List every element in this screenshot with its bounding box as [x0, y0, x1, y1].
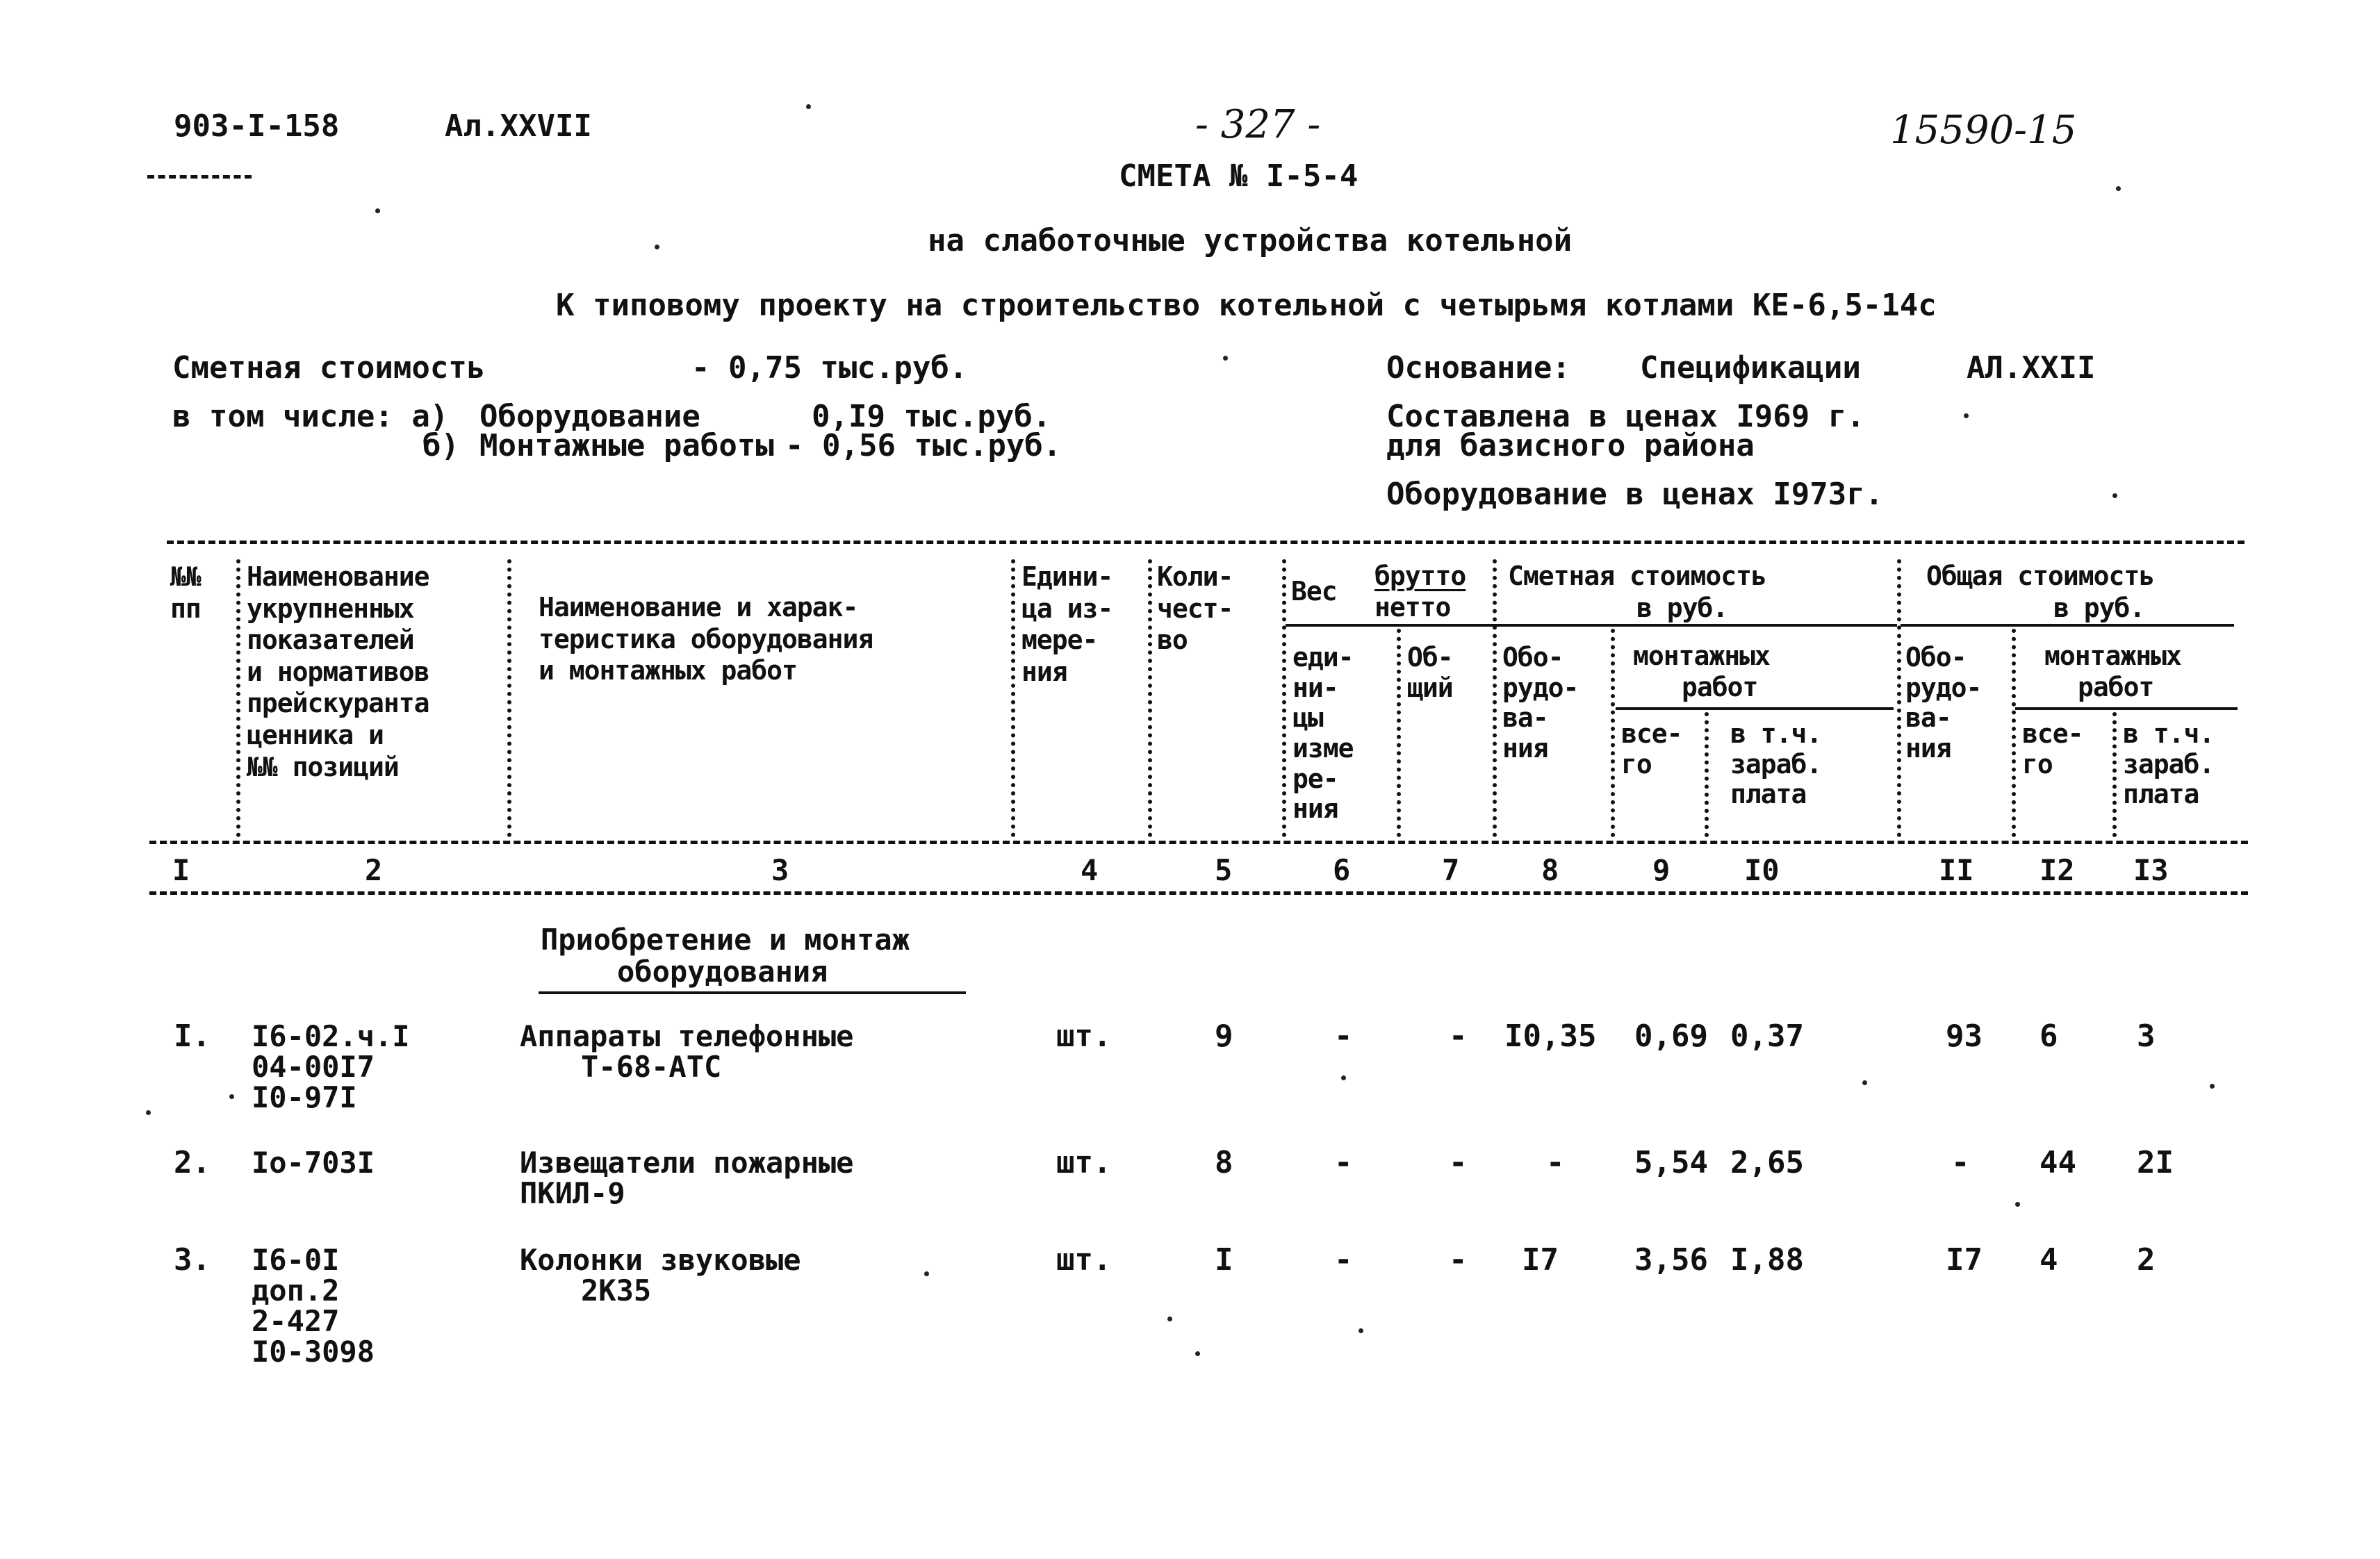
colnum-1: I [172, 853, 190, 887]
hdr-total-cost-unit: в руб. [2053, 593, 2145, 623]
scan-speck [2015, 1202, 2020, 1207]
project-code: 903-I-158 [174, 108, 340, 144]
col-sep-5 [1282, 559, 1286, 837]
section-underline [539, 991, 966, 994]
row-unit: шт. [1056, 1018, 1112, 1054]
hdr-col-2: Наименование укрупненных показателей и нормативов прейскуранта ценника и №№ позиций [247, 561, 429, 782]
colnum-5: 5 [1215, 853, 1233, 887]
scan-speck [375, 208, 380, 213]
row-total-wage: 2 [2137, 1242, 2156, 1278]
scan-speck [1964, 413, 1969, 418]
top-left-dash [147, 175, 252, 179]
row-qty: I [1215, 1242, 1233, 1278]
hdr-col-7: Об- щий [1407, 642, 1453, 703]
colnum-13: I3 [2133, 853, 2169, 887]
basis-ref: АЛ.XXII [1967, 350, 2096, 386]
col-sep-11 [2012, 629, 2016, 837]
colnum-12: I2 [2040, 853, 2075, 887]
header-bottom-rule [149, 841, 2248, 844]
row-weight-unit: - [1334, 1145, 1353, 1180]
scan-speck [1341, 1075, 1346, 1080]
scan-speck [806, 104, 811, 109]
weight-underline [1286, 624, 1494, 627]
row-mount-total: 0,69 [1634, 1018, 1708, 1054]
hdr-mount-b: монтажных [2044, 641, 2181, 671]
row-total-mount: 44 [2040, 1145, 2076, 1180]
row-number: 2. [174, 1145, 211, 1180]
row-qty: 9 [1215, 1018, 1233, 1054]
hdr-col-1: №№ пп [170, 561, 201, 624]
scan-speck [2210, 1084, 2215, 1089]
mount-b-underline [2015, 707, 2238, 710]
row-number: I. [174, 1018, 211, 1054]
section-title-line-1: Приобретение и монтаж [541, 923, 910, 957]
equip-value: 0,I9 тыс.руб. [812, 399, 1051, 434]
scan-speck [1862, 1080, 1867, 1085]
est-cost-underline [1494, 624, 1897, 627]
row-mount-total: 3,56 [1634, 1242, 1708, 1278]
scan-speck [1167, 1317, 1172, 1321]
col-sep-8 [1611, 629, 1615, 837]
row-unit: шт. [1056, 1242, 1112, 1278]
col-sep-3 [1011, 559, 1015, 837]
scan-speck [2112, 493, 2117, 498]
colnum-10: I0 [1744, 853, 1780, 887]
work-label: Монтажные работы [479, 428, 774, 463]
hdr-col-9: все- го [1621, 718, 1682, 780]
colnum-bottom-rule [149, 891, 2248, 895]
row-name: Аппараты телефонные Т-68-АТС [520, 1019, 854, 1084]
album-ref: Ал.XXVII [445, 108, 592, 144]
hdr-col-8: Обо- рудо- ва- ния [1502, 642, 1579, 764]
hdr-col-5: Коли- чест- во [1157, 561, 1233, 656]
prices-line-3: Оборудование в ценах I973г. [1386, 477, 1884, 512]
scan-speck [1195, 1351, 1200, 1356]
estimate-title: СМЕТА № I-5-4 [1119, 158, 1359, 194]
hdr-weight-gross: брутто [1374, 561, 1466, 591]
row-total-equipment: 93 [1946, 1018, 1983, 1054]
row-weight-unit: - [1334, 1242, 1353, 1278]
row-total-mount: 6 [2040, 1018, 2058, 1054]
hdr-est-cost: Сметная стоимость [1508, 561, 1766, 591]
row-mount-wage: 0,37 [1730, 1018, 1804, 1054]
col-sep-6 [1397, 629, 1401, 837]
page-number: - 327 - [1195, 102, 1321, 147]
hdr-col-13: в т.ч. зараб. плата [2123, 718, 2215, 810]
archive-number: 15590-15 [1890, 108, 2077, 153]
colnum-9: 9 [1652, 853, 1671, 887]
colnum-11: II [1939, 853, 1974, 887]
hdr-mount-b-2: работ [2078, 672, 2154, 702]
estimate-subtitle: на слаботочные устройства котельной [928, 223, 1573, 258]
row-code: I6-02.ч.I 04-00I7 I0-97I [252, 1019, 410, 1115]
section-title-line-2: оборудования [617, 955, 828, 989]
row-name: Колонки звуковые 2К35 [520, 1243, 801, 1308]
row-name: Извещатели пожарные ПКИЛ-9 [520, 1146, 854, 1211]
col-sep-4 [1148, 559, 1152, 837]
row-weight-total: - [1449, 1242, 1468, 1278]
row-weight-total: - [1449, 1145, 1468, 1180]
colnum-3: 3 [771, 853, 789, 887]
work-prefix: б) [422, 428, 459, 463]
cost-label: Сметная стоимость [172, 350, 486, 386]
table-top-rule [167, 541, 2244, 544]
incl-label: в том числе: а) [172, 399, 449, 434]
equip-label: Оборудование [479, 399, 700, 434]
hdr-col-6: еди- ни- цы изме ре- ния [1292, 642, 1354, 825]
basis-label: Основание: [1386, 350, 1570, 386]
hdr-mount-2: работ [1682, 672, 1758, 702]
colnum-8: 8 [1541, 853, 1559, 887]
scan-speck [1223, 356, 1228, 361]
hdr-col-3: Наименование и харак- теристика оборудования и монтажных работ [539, 592, 873, 686]
scan-speck [655, 245, 659, 249]
col-sep-10 [1897, 559, 1901, 837]
row-qty: 8 [1215, 1145, 1233, 1180]
row-total-equipment: - [1951, 1145, 1970, 1180]
row-code: Io-703I [252, 1146, 375, 1180]
scan-speck [229, 1094, 234, 1099]
hdr-col-10: в т.ч. зараб. плата [1730, 718, 1822, 810]
hdr-total-cost: Общая стоимость [1926, 561, 2155, 591]
row-code: I6-0I доп.2 2-427 I0-3098 [252, 1243, 375, 1369]
row-weight-unit: - [1334, 1018, 1353, 1054]
row-mount-total: 5,54 [1634, 1145, 1708, 1180]
row-total-equipment: I7 [1946, 1242, 1983, 1278]
scan-speck [146, 1110, 151, 1115]
total-cost-underline [1901, 624, 2234, 627]
colnum-7: 7 [1442, 853, 1460, 887]
row-unit: шт. [1056, 1145, 1112, 1180]
row-equipment-cost: I7 [1522, 1242, 1559, 1278]
mount-underline [1616, 707, 1894, 710]
row-weight-total: - [1449, 1018, 1468, 1054]
basis-value: Спецификации [1640, 350, 1861, 386]
scan-speck [1359, 1328, 1363, 1333]
row-equipment-cost: I0,35 [1504, 1018, 1597, 1054]
hdr-mount: монтажных [1633, 641, 1770, 671]
hdr-weight-net: нетто [1374, 592, 1451, 622]
work-value: - 0,56 тыс.руб. [785, 428, 1062, 463]
scan-speck [924, 1271, 929, 1276]
row-total-wage: 2I [2137, 1145, 2174, 1180]
col-sep-2 [507, 559, 511, 837]
colnum-2: 2 [365, 853, 383, 887]
colnum-6: 6 [1333, 853, 1351, 887]
hdr-col-4: Едини- ца из- мере- ния [1021, 561, 1113, 687]
colnum-4: 4 [1081, 853, 1099, 887]
hdr-col-11: Обо- рудо- ва- ния [1905, 642, 1982, 764]
cost-value: - 0,75 тыс.руб. [691, 350, 968, 386]
col-sep-12 [2112, 712, 2117, 837]
row-mount-wage: I,88 [1730, 1242, 1804, 1278]
row-total-wage: 3 [2137, 1018, 2156, 1054]
col-sep-7 [1493, 559, 1497, 837]
row-number: 3. [174, 1242, 211, 1278]
project-line: К типовому проекту на строительство котельной с четырьмя котлами КЕ-6,5-14с [556, 288, 1937, 323]
prices-line-1: Составлена в ценах I969 г. [1386, 399, 1865, 434]
scan-speck [2116, 186, 2121, 191]
row-total-mount: 4 [2040, 1242, 2058, 1278]
hdr-weight: Вес [1291, 576, 1337, 607]
col-sep-1 [236, 559, 240, 837]
hdr-est-cost-unit: в руб. [1636, 593, 1728, 623]
row-mount-wage: 2,65 [1730, 1145, 1804, 1180]
col-sep-9 [1705, 712, 1709, 837]
row-equipment-cost: - [1546, 1145, 1565, 1180]
prices-line-2: для базисного района [1386, 428, 1755, 463]
hdr-col-12: все- го [2022, 718, 2083, 780]
